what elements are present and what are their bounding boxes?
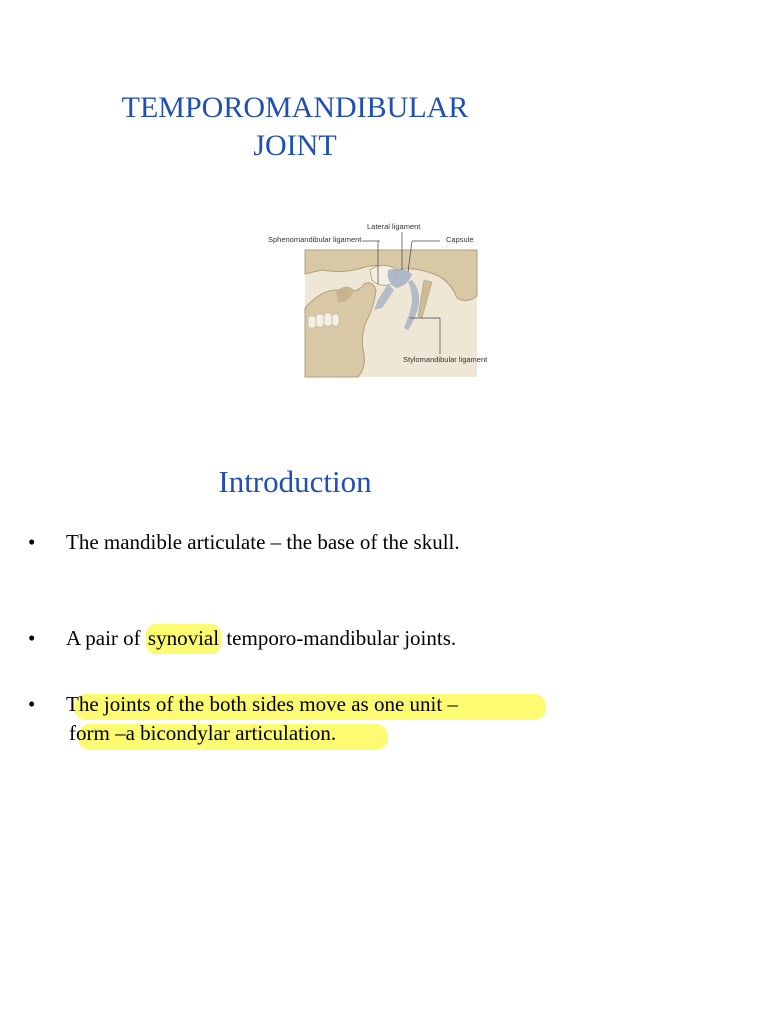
page-title-line-1: TEMPOROMANDIBULAR [121, 91, 469, 124]
section-heading: Introduction [218, 464, 372, 499]
tmj-anatomy-figure [262, 218, 512, 380]
bullet-text-3-line-1: The joints of the both sides move as one unit – [66, 692, 458, 716]
bullet-marker: • [28, 692, 36, 716]
bullet-text-2: A pair of synovial temporo-mandibular joints. [66, 624, 456, 652]
label-capsule: Capsule [446, 235, 474, 244]
label-stylomandibular-ligament: Stylomandibular ligament [403, 355, 488, 364]
page-title-line-2: JOINT [253, 129, 337, 162]
bullet-marker: • [28, 530, 36, 554]
bullet-text-1: The mandible articulate – the base of the skull. [66, 530, 460, 554]
label-lateral-ligament: Lateral ligament [367, 222, 421, 231]
label-sphenomandibular-ligament: Sphenomandibular ligament [268, 235, 362, 244]
highlighted-word: synovial [146, 624, 221, 654]
bullet-marker: • [28, 626, 36, 650]
bullet-text-3-line-2: form –a bicondylar articulation. [69, 721, 337, 745]
